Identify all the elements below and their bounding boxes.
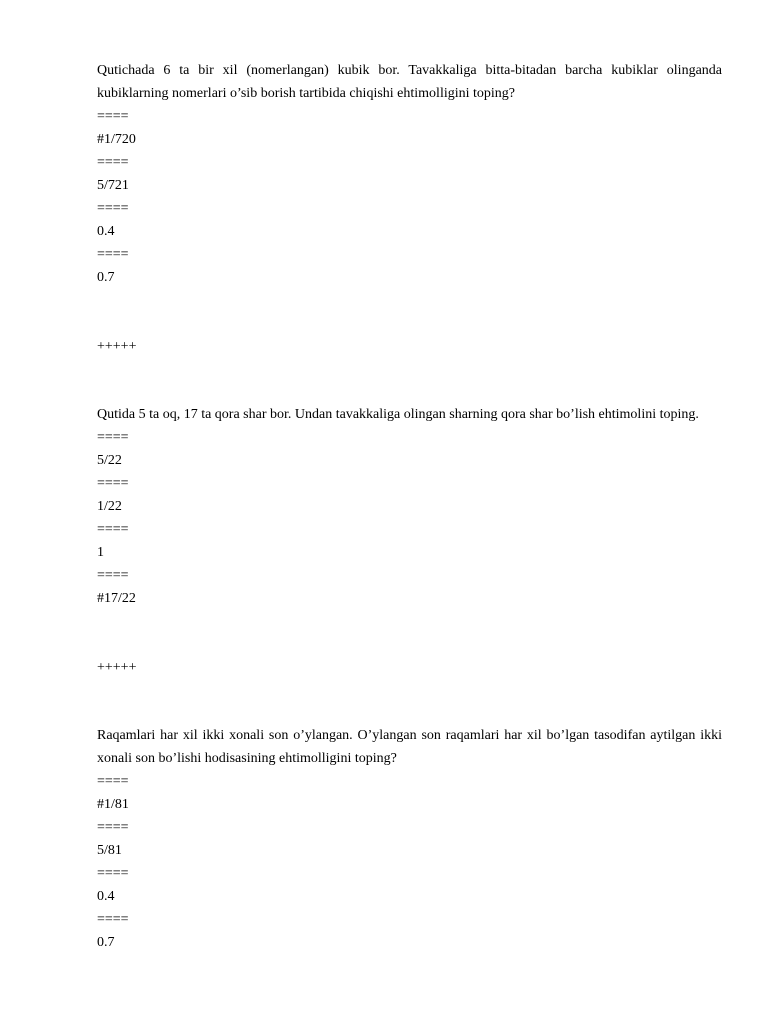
option-value: 0.7: [97, 935, 115, 950]
option-delimiter: ====: [97, 866, 129, 881]
question-text: Raqamlari har xil ikki xonali son o’ylangan. O’ylangan son raqamlari har xil bo’lgan tasodifan aytilgan ikki xonali son bo’lishi hodisasining ehtimolligini toping?: [97, 728, 722, 766]
question-text: Qutida 5 ta oq, 17 ta qora shar bor. Undan tavakkaliga olingan sharning qora shar bo’lish ehtimolini toping.: [97, 407, 699, 422]
option-value: #1/720: [97, 132, 136, 147]
option-value: 0.4: [97, 224, 115, 239]
option-value: 1: [97, 545, 104, 560]
option-delimiter: ====: [97, 247, 129, 262]
option-value: #1/81: [97, 797, 129, 812]
option-delimiter: ====: [97, 155, 129, 170]
document-page: [97, 59, 722, 954]
question-separator: +++++: [97, 660, 137, 675]
option-delimiter: ====: [97, 522, 129, 537]
option-delimiter: ====: [97, 201, 129, 216]
option-delimiter: ====: [97, 820, 129, 835]
option-value: 1/22: [97, 499, 122, 514]
question-block-3: [97, 724, 722, 954]
option-value: 5/721: [97, 178, 129, 193]
option-value: 0.7: [97, 270, 115, 285]
question-block-2: [97, 403, 722, 724]
question-block-1: [97, 59, 722, 403]
option-value: 0.4: [97, 889, 115, 904]
option-delimiter: ====: [97, 912, 129, 927]
option-delimiter: ====: [97, 430, 129, 445]
option-delimiter: ====: [97, 476, 129, 491]
question-text: Qutichada 6 ta bir xil (nomerlangan) kubik bor. Tavakkaliga bitta-bitadan barcha kubiklar olinganda kubiklarning nomerlari o’sib borish tartibida chiqishi ehtimolligini toping?: [97, 63, 722, 101]
option-delimiter: ====: [97, 568, 129, 583]
option-delimiter: ====: [97, 109, 129, 124]
question-separator: +++++: [97, 339, 137, 354]
option-delimiter: ====: [97, 774, 129, 789]
option-value: 5/22: [97, 453, 122, 468]
option-value: 5/81: [97, 843, 122, 858]
option-value: #17/22: [97, 591, 136, 606]
